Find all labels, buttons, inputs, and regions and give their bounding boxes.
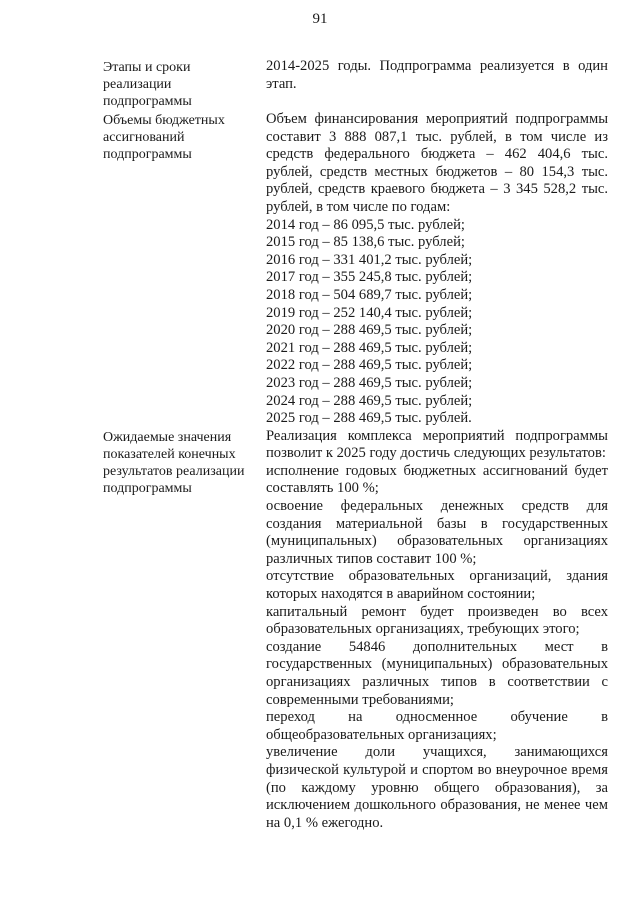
results-paragraph: исполнение годовых бюджетных ассигнований будет составлять 100 %; <box>266 462 608 497</box>
budget-year-2019: 2019 год – 252 140,4 тыс. рублей; <box>266 304 473 321</box>
results-paragraph: Реализация комплекса мероприятий подпрограммы позволит к 2025 году достичь следующих результатов: <box>266 427 608 462</box>
content-results <box>266 428 608 833</box>
budget-year-2016: 2016 год – 331 401,2 тыс. рублей; <box>266 251 473 268</box>
row-results <box>103 428 608 833</box>
content-budget <box>266 111 608 428</box>
results-paragraph: переход на односменное обучение в общеобразовательных организациях; <box>266 709 608 743</box>
content-stages <box>266 58 608 93</box>
row-budget <box>103 111 608 428</box>
budget-year-2023: 2023 год – 288 469,5 тыс. рублей; <box>266 374 473 391</box>
stages-text: 2014-2025 годы. Подпрограмма реализуется в один этап. <box>266 58 608 92</box>
results-paragraph: капитальный ремонт будет произведен во всех образовательных организациях, требующих этого; <box>266 603 608 638</box>
page-number: 91 <box>312 11 328 27</box>
results-paragraph: создание 54846 дополнительных мест в государственных (муниципальных) образовательных организациях различных типов в соответствии с современными требованиями; <box>266 638 608 708</box>
budget-year-2024: 2024 год – 288 469,5 тыс. рублей; <box>266 392 473 409</box>
results-paragraph: увеличение доли учащихся, занимающихся физической культурой и спортом во внеурочное время (по каждому уровню общего образования), за исключением дошкольного образования, не менее чем на 0,1 % ежегодно. <box>266 744 608 831</box>
results-paragraph: освоение федеральных денежных средств для создания материальной базы в государственных (муниципальных) образовательных организациях различных типов составит 100 %; <box>266 498 608 567</box>
budget-year-2022: 2022 год – 288 469,5 тыс. рублей; <box>266 357 473 374</box>
budget-year-2020: 2020 год – 288 469,5 тыс. рублей; <box>266 322 473 339</box>
label-results: Ожидаемые значения показателей конечных результатов реализации подпрограммы <box>103 429 245 496</box>
budget-year-2015: 2015 год – 85 138,6 тыс. рублей; <box>266 234 465 251</box>
row-stages <box>103 58 608 110</box>
budget-year-2021: 2021 год – 288 469,5 тыс. рублей; <box>266 339 473 356</box>
budget-year-2025: 2025 год – 288 469,5 тыс. рублей. <box>266 410 472 427</box>
label-stages: Этапы и сроки реализации подпрограммы <box>103 60 192 109</box>
budget-year-2017: 2017 год – 355 245,8 тыс. рублей; <box>266 269 473 286</box>
label-budget: Объемы бюджетных ассигнований подпрограммы <box>103 113 225 162</box>
budget-intro: Объем финансирования мероприятий подпрограммы составит 3 888 087,1 тыс. рублей, в том числе из средств федерального бюджета – 462 404,6 тыс. рублей, средств местных бюджетов – 80 154,3 тыс. рублей, средств краевого бюджета – 3 345 528,2 тыс. рублей, в том числе по годам: <box>266 111 608 215</box>
budget-year-2014: 2014 год – 86 095,5 тыс. рублей; <box>266 216 465 233</box>
budget-year-2018: 2018 год – 504 689,7 тыс. рублей; <box>266 286 473 303</box>
results-paragraph: отсутствие образовательных организаций, здания которых находятся в аварийном состоянии; <box>266 568 608 603</box>
passport-table <box>103 58 608 832</box>
